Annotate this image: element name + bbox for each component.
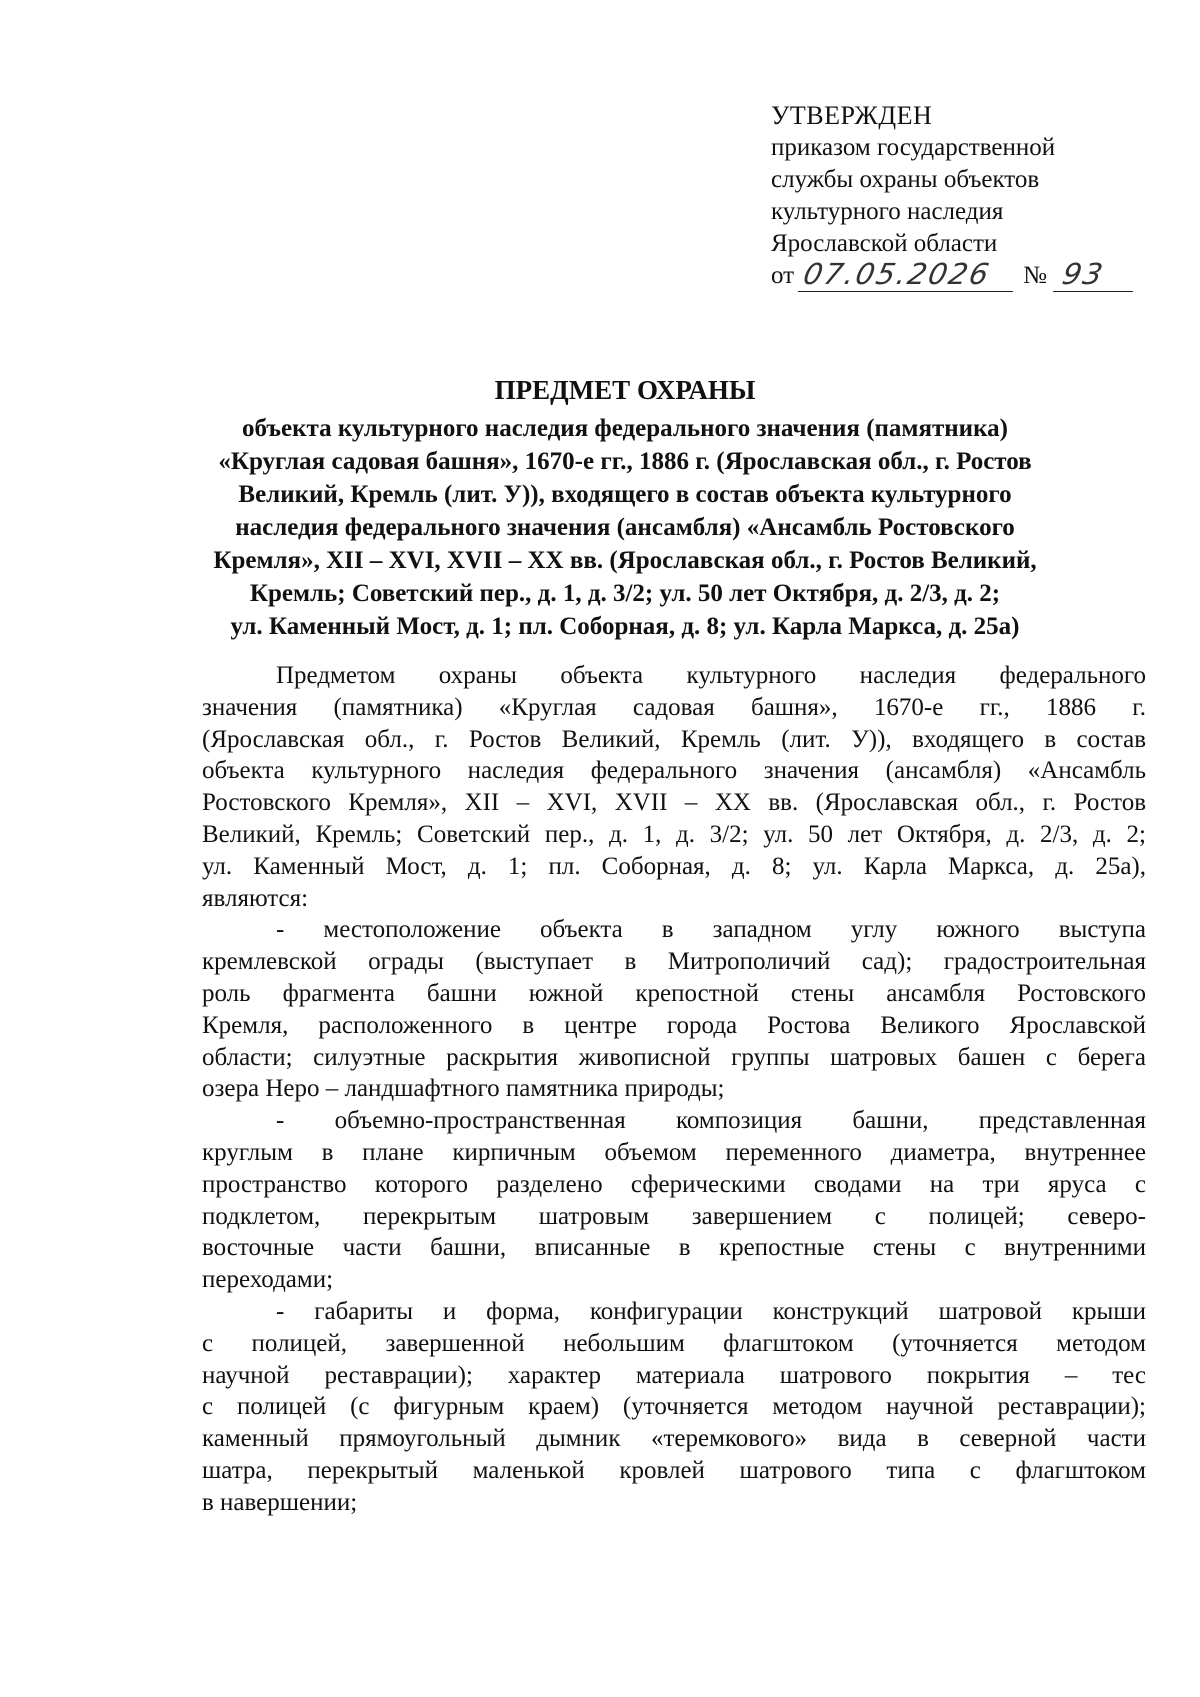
body-line: Кремля, расположенного в центре города Ростова Великого Ярославской xyxy=(202,1011,1146,1039)
list-item-location xyxy=(202,914,1146,1105)
body-line: круглым в плане кирпичным объемом переменного диаметра, внутреннее xyxy=(202,1138,1146,1166)
body-line: шатра, перекрытый маленькой кровлей шатрового типа с флагштоком xyxy=(202,1456,1146,1484)
title-line: «Круглая садовая башня», 1670-е гг., 1886 г. (Ярославская обл., г. Ростов xyxy=(218,448,1032,475)
list-item-roof xyxy=(202,1296,1146,1519)
body-line: области; силуэтные раскрытия живописной группы шатровых башен с берега xyxy=(202,1043,1146,1071)
body-line: каменный прямоугольный дымник «теремкового» вида в северной части xyxy=(202,1425,1146,1453)
body-line: - местоположение объекта в западном углу южного выступа xyxy=(276,916,1146,944)
body-line: объекта культурного наследия федерального значения (ансамбля) «Ансамбль xyxy=(202,757,1146,785)
intro-paragraph xyxy=(202,660,1146,914)
title-line: Кремль; Советский пер., д. 1, д. 3/2; ул. 50 лет Октября, д. 2/3, д. 2; xyxy=(249,580,1001,607)
approval-line: приказом государственной xyxy=(771,134,1056,161)
document-body xyxy=(202,660,1146,1519)
body-line: ул. Каменный Мост, д. 1; пл. Соборная, д. 8; ул. Карла Маркса, д. 25а), xyxy=(202,852,1146,880)
body-line: подклетом, перекрытым шатровым завершением с полицей; северо- xyxy=(202,1202,1146,1230)
body-line: восточные части башни, вписанные в крепостные стены с внутренними xyxy=(202,1234,1146,1262)
date-field xyxy=(798,257,1013,292)
title-line: Кремля», XII – XVI, XVII – XX вв. (Ярославская обл., г. Ростов Великий, xyxy=(213,547,1037,574)
approval-line: культурного наследия xyxy=(771,198,1004,225)
body-line: научной реставрации); характер материала шатрового покрытия – тес xyxy=(202,1361,1146,1389)
body-line: роль фрагмента башни южной крепостной стены ансамбля Ростовского xyxy=(202,979,1146,1007)
number-field xyxy=(1053,257,1133,292)
date-prefix: от xyxy=(771,262,795,289)
body-line: озера Неро – ландшафтного памятника природы; xyxy=(202,1075,725,1103)
body-line: кремлевской ограды (выступает в Митрополичий сад); градостроительная xyxy=(202,948,1146,976)
body-line: являются: xyxy=(202,884,309,912)
title-line: Великий, Кремль (лит. У)), входящего в состав объекта культурного xyxy=(238,481,1012,508)
body-line: значения (памятника) «Круглая садовая башня», 1670-е гг., 1886 г. xyxy=(202,693,1146,721)
body-line: Предметом охраны объекта культурного наследия федерального xyxy=(276,662,1146,689)
title-line: наследия федерального значения (ансамбля) «Ансамбль Ростовского xyxy=(235,514,1015,541)
title-line: ул. Каменный Мост, д. 1; пл. Соборная, д. 8; ул. Карла Маркса, д. 25а) xyxy=(230,613,1020,640)
list-item-composition xyxy=(202,1105,1146,1296)
body-line: переходами; xyxy=(202,1266,334,1294)
body-line: (Ярославская обл., г. Ростов Великий, Кремль (лит. У)), входящего в состав xyxy=(202,725,1146,753)
title-line: объекта культурного наследия федерального значения (памятника) xyxy=(242,415,1008,442)
body-line: Ростовского Кремля», XII – XVI, XVII – XX вв. (Ярославская обл., г. Ростов xyxy=(202,789,1146,817)
approval-block xyxy=(771,100,1151,292)
approval-heading: УТВЕРЖДЕН xyxy=(771,101,933,130)
approval-line: Ярославской области xyxy=(771,230,998,257)
document-title: ПРЕДМЕТ ОХРАНЫ xyxy=(494,375,756,405)
body-line: с полицей, завершенной небольшим флагштоком (уточняется методом xyxy=(202,1329,1146,1357)
body-line: - габариты и форма, конфигурации конструкций шатровой крыши xyxy=(276,1297,1146,1325)
handwritten-date: 07.05.2026 xyxy=(800,257,994,291)
handwritten-number: 93 xyxy=(1059,257,1108,291)
body-line: с полицей (с фигурным краем) (уточняется методом научной реставрации); xyxy=(202,1393,1146,1421)
number-prefix: № xyxy=(1023,262,1047,289)
body-line: Великий, Кремль; Советский пер., д. 1, д. 3/2; ул. 50 лет Октября, д. 2/3, д. 2; xyxy=(202,820,1146,848)
body-line: пространство которого разделено сферическими сводами на три яруса с xyxy=(202,1170,1146,1198)
approval-date-number-line xyxy=(771,257,1151,292)
approval-line: службы охраны объектов xyxy=(771,166,1040,193)
document-title-block xyxy=(200,370,1050,643)
body-line: в навершении; xyxy=(202,1488,358,1516)
body-line: - объемно-пространственная композиция башни, представленная xyxy=(276,1107,1146,1135)
